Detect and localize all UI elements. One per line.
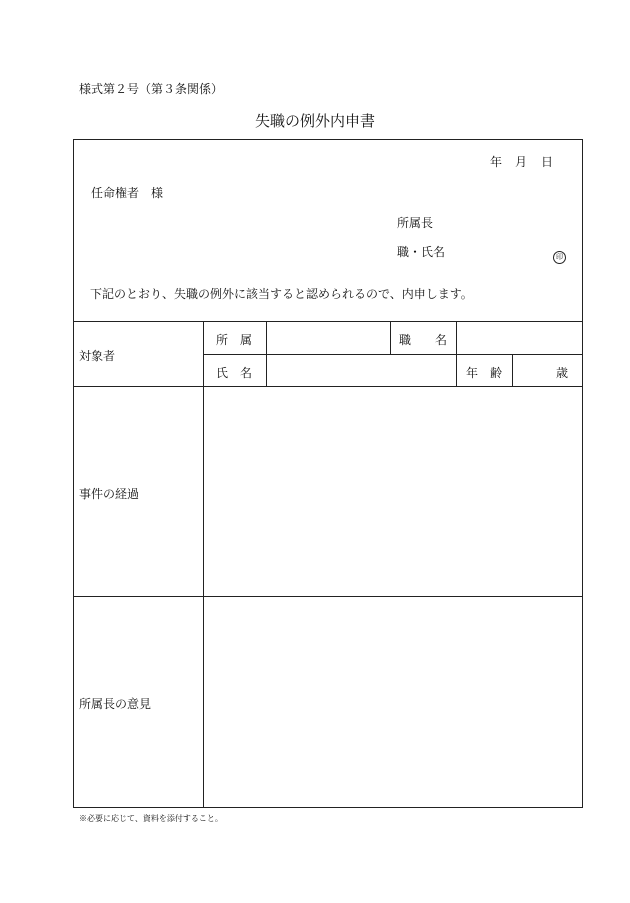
affiliation-field[interactable]	[267, 322, 389, 353]
date-year-label: 年	[490, 155, 503, 169]
date-month-label: 月	[515, 155, 528, 169]
form-number-label: 様式第２号（第３条関係）	[79, 82, 224, 96]
footnote: ※必要に応じて、資料を添付すること。	[79, 814, 223, 823]
seal-icon: 印	[553, 251, 566, 264]
position-label: 職 名	[399, 333, 448, 347]
subject-label: 対象者	[79, 349, 116, 363]
date-day-label: 日	[541, 155, 554, 169]
name-field[interactable]	[267, 355, 455, 385]
opinion-field[interactable]	[204, 597, 582, 807]
position-field[interactable]	[457, 322, 582, 353]
addressee-text: 任命権者 様	[91, 186, 164, 200]
office-head-label: 所属長	[397, 216, 434, 230]
name-label: 氏 名	[216, 366, 253, 380]
document-title: 失職の例外内申書	[254, 112, 375, 130]
opinion-label: 所属長の意見	[79, 697, 152, 711]
age-label: 年 齢	[466, 366, 503, 380]
position-column-divider	[390, 321, 391, 354]
position-name-label: 職・氏名	[397, 245, 446, 259]
affiliation-label: 所 属	[216, 333, 253, 347]
age-field[interactable]	[513, 355, 553, 385]
seal-mark	[553, 244, 566, 264]
statement-text: 下記のとおり、失職の例外に該当すると認められるので、内申します。	[90, 287, 473, 301]
incident-label: 事件の経過	[79, 487, 140, 501]
age-unit-label: 歳	[556, 366, 569, 380]
incident-field[interactable]	[204, 387, 582, 595]
